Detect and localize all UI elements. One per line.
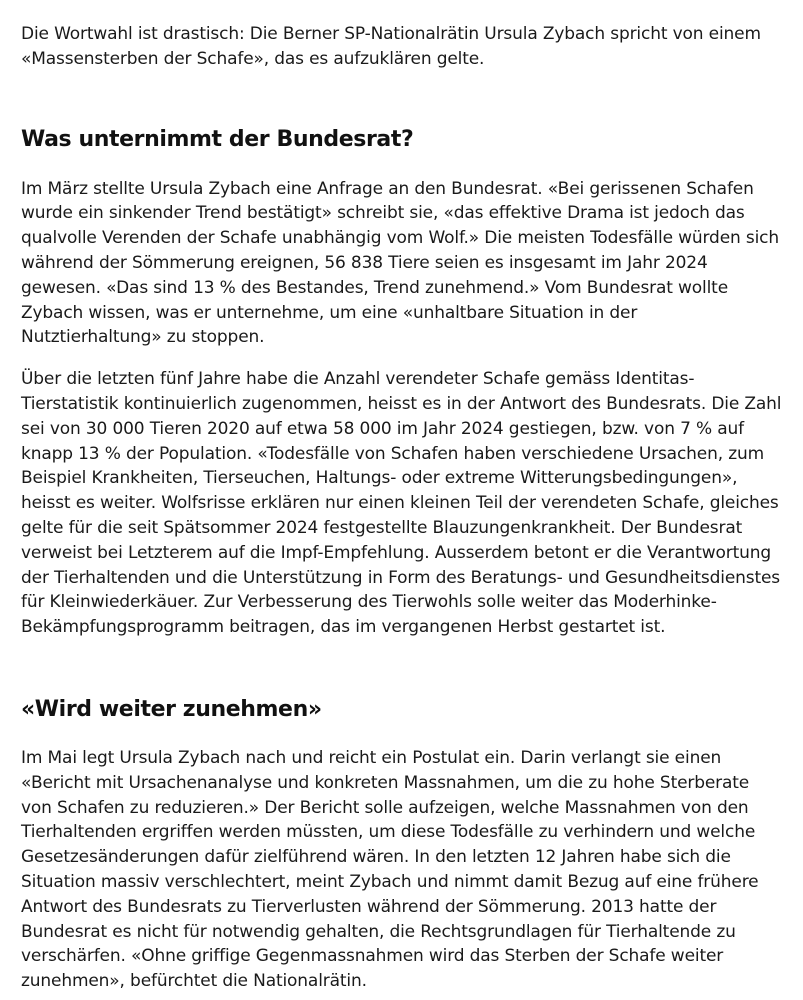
section2-paragraph-1: Im Mai legt Ursula Zybach nach und reicht ein Postulat ein. Darin verlangt sie einen «Bericht mit Ursachenanalyse und konkreten Massnahmen, um die zu hohe Sterberate von Schafen zu reduzieren.» Der Bericht solle aufzeigen, welche Massnahmen von den Tierhaltenden ergriffen werden müssten, um diese Todesfälle zu verhindern und welche Gesetzesänderungen dafür zielführend wären. In den letzten 12 Jahren habe sich die Situation massiv verschlechtert, meint Zybach und nimmt damit Bezug auf eine frühere Antwort des Bundesrats zu Tierverlusten während der Sömmerung. 2013 hatte der Bundesrat es nicht für notwendig gehalten, die Rechtsgrundlagen für Tierhaltende zu verschärfen. «Ohne griffige Gegenmassnahmen wird das Sterben der Schafe weiter zunehmen», befürchtet die Nationalrätin. — [21, 747, 759, 992]
section-heading-bundesrat: Was unternimmt der Bundesrat? — [21, 126, 414, 152]
section-heading-zunehmen: «Wird weiter zunehmen» — [21, 696, 322, 722]
section1-paragraph-2: Über die letzten fünf Jahre habe die Anzahl verendeter Schafe gemäss Identitas-Tierstatistik kontinuierlich zugenommen, heisst es in der Antwort des Bundesrats. Die Zahl sei von 30 000 Tieren 2020 auf etwa 58 000 im Jahr 2024 gestiegen, bzw. von 7 % auf knapp 13 % der Population. «Todesfälle von Schafen haben verschiedene Ursachen, zum Beispiel Krankheiten, Tierseuchen, Haltungs- oder extreme Witterungsbedingungen», heisst es weiter. Wolfsrisse erklären nur einen kleinen Teil der verendeten Schafe, gleiches gelte für die seit Spätsommer 2024 festgestellte Blauzungenkrankheit. Der Bundesrat verweist bei Letzterem auf die Impf-Empfehlung. Ausserdem betont er die Verantwortung der Tierhaltenden und die Unterstützung in Form des Beratungs- und Gesundheitsdienstes für Kleinwiederkäuer. Zur Verbesserung des Tierwohls solle weiter das Moderhinke-Bekämpfungsprogramm beitragen, das im vergangenen Herbst gestartet ist. — [21, 369, 782, 638]
intro-paragraph: Die Wortwahl ist drastisch: Die Berner SP-Nationalrätin Ursula Zybach spricht von einem «Massensterben der Schafe», das es aufzuklären gelte. — [21, 24, 761, 69]
section1-paragraph-1: Im März stellte Ursula Zybach eine Anfrage an den Bundesrat. «Bei gerissenen Schafen wurde ein sinkender Trend bestätigt» schreibt sie, «das effektive Drama ist jedoch das qualvolle Verenden der Schafe unabhängig vom Wolf.» Die meisten Todesfälle würden sich während der Sömmerung ereignen, 56 838 Tiere seien es insgesamt im Jahr 2024 gewesen. «Das sind 13 % des Bestandes, Trend zunehmend.» Vom Bundesrat wollte Zybach wissen, was er unternehme, um eine «unhaltbare Situation in der Nutztierhaltung» zu stoppen. — [21, 178, 779, 348]
